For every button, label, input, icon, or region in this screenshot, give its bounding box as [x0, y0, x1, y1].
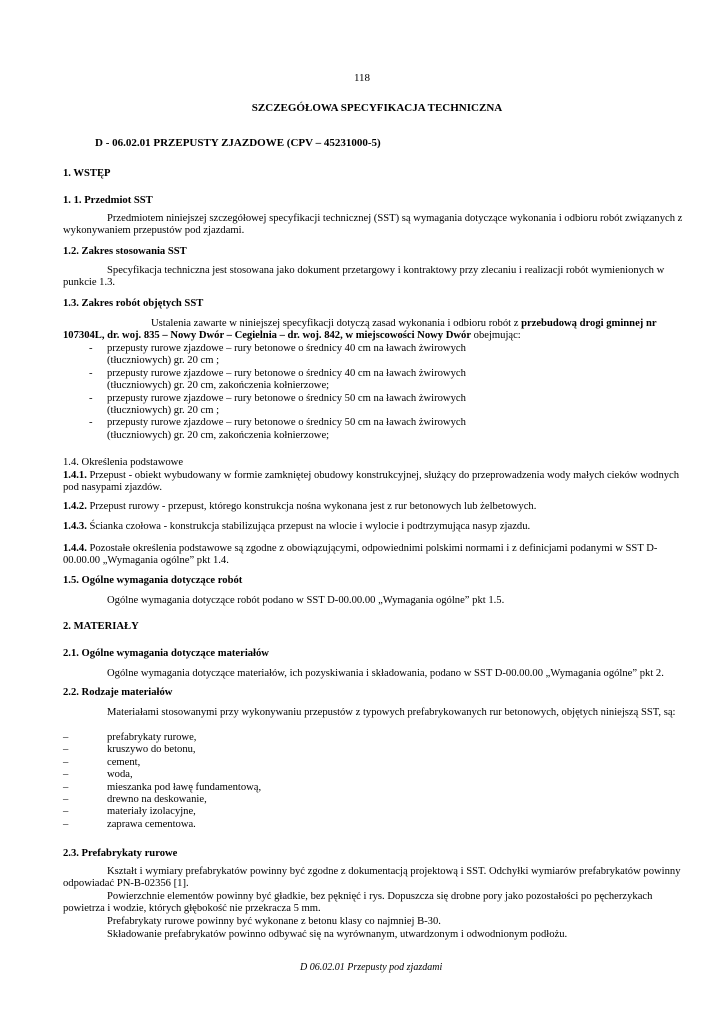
list-item: – drewno na deskowanie, [63, 794, 207, 806]
paragraph-2-1: Ogólne wymagania dotyczące materiałów, ich pozyskiwania i składowania, podano w SST D-00.00.00 „Wymagania ogólne” pkt 2. [107, 668, 664, 679]
materials-list [63, 732, 463, 831]
heading-2-2: 2.2. Rodzaje materiałów [63, 687, 173, 698]
paragraph-2-3-4: Składowanie prefabrykatów powinno odbywać się na wyrównanym, utwardzonym i odwodnionym podłożu. [107, 929, 568, 940]
page-footer: D 06.02.01 Przepusty pod zjazdami [300, 962, 443, 973]
list-item: – cement, [63, 756, 141, 768]
paragraph-1-1: Przedmiotem niniejszej szczegółowej specyfikacji technicznej (SST) są wymagania dotyczące wykonania i odbioru robót związanych z wykonywaniem przepustów pod zjazdami. [63, 213, 683, 237]
paragraph-2-3-1: Kształt i wymiary prefabrykatów powinny być zgodne z dokumentacją projektową i SST. Odchyłki wymiarów prefabrykatów powinny odpowiadać PN-B-02356 [1]. [63, 866, 681, 890]
project-name: przebudową drogi gminnej nr 107304L, dr. woj. 835 – Nowy Dwór – Cegielnia – dr. woj. 842, w miejscowości Nowy Dwór [63, 318, 657, 342]
heading-1-3: 1.3. Zakres robót objętych SST [63, 298, 204, 309]
definition-1-4-1: 1.4.1. Przepust - obiekt wybudowany w formie zamkniętej obudowy konstrukcyjnej, służący do przeprowadzenia wody małych cieków wodnych pod nasypami zjazdów. [63, 470, 680, 494]
paragraph-2-2: Materiałami stosowanymi przy wykonywaniu przepustów z typowych prefabrykowanych rur betonowych, objętych niniejszą SST, są: [107, 707, 676, 718]
document-subtitle: D - 06.02.01 PRZEPUSTY ZJAZDOWE (CPV – 45231000-5) [95, 137, 381, 149]
list-item: – woda, [63, 769, 133, 781]
heading-1-2: 1.2. Zakres stosowania SST [63, 246, 187, 257]
heading-2-materialy: 2. MATERIAŁY [63, 621, 139, 632]
document-title: SZCZEGÓŁOWA SPECYFIKACJA TECHNICZNA [251, 102, 503, 114]
list-item: - przepusty rurowe zjazdowe – rury betonowe o średnicy 40 cm na ławach żwirowych (tłuczniowych) gr. 20 cm, zakończenia kołnierzowe; [89, 367, 466, 392]
list-item: – zaprawa cementowa. [63, 818, 196, 830]
heading-1-5: 1.5. Ogólne wymagania dotyczące robót [63, 575, 243, 586]
scope-list [63, 343, 493, 442]
heading-1-wstep: 1. WSTĘP [63, 168, 111, 179]
paragraph-1-3-intro: Ustalenia zawarte w niniejszej specyfikacji dotyczą zasad wykonania i odbioru robót z przebudową drogi gminnej nr 107304L, dr. woj. 835 – Nowy Dwór – Cegielnia – dr. woj. 842, w miejscowości Nowy Dwór obejmując: [63, 318, 657, 342]
list-item: - przepusty rurowe zjazdowe – rury betonowe o średnicy 50 cm na ławach żwirowych (tłuczniowych) gr. 20 cm ; [89, 392, 466, 417]
paragraph-1-2: Specyfikacja techniczna jest stosowana jako dokument przetargowy i kontraktowy przy zlecaniu i realizacji robót wymienionych w punkcie 1.3. [63, 265, 665, 289]
list-item: – materiały izolacyjne, [63, 806, 196, 818]
paragraph-1-5: Ogólne wymagania dotyczące robót podano w SST D-00.00.00 „Wymagania ogólne” pkt 1.5. [107, 595, 505, 606]
page-number: 118 [353, 72, 371, 84]
list-item: - przepusty rurowe zjazdowe – rury betonowe o średnicy 50 cm na ławach żwirowych (tłuczniowych) gr. 20 cm, zakończenia kołnierzowe; [89, 417, 466, 441]
paragraph-2-3-2: Powierzchnie elementów powinny być gładkie, bez pęknięć i rys. Dopuszcza się drobne pory jako pozostałości po pęcherzykach powietrza i wodzie, których głębokość nie przekracza 5 mm. [63, 891, 653, 915]
list-item: - przepusty rurowe zjazdowe – rury betonowe o średnicy 40 cm na ławach żwirowych (tłuczniowych) gr. 20 cm ; [89, 343, 466, 367]
heading-2-3: 2.3. Prefabrykaty rurowe [63, 848, 178, 859]
definition-1-4-4: 1.4.4. Pozostałe określenia podstawowe są zgodne z obowiązującymi, odpowiednimi polskimi normami i z definicjami podanymi w SST D-00.00.00 „Wymagania ogólne” pkt 1.4. [63, 543, 658, 567]
list-item: – mieszanka pod ławę fundamentową, [63, 781, 262, 793]
heading-1-4: 1.4. Określenia podstawowe [63, 457, 184, 468]
list-item: – kruszywo do betonu, [63, 744, 196, 756]
heading-2-1: 2.1. Ogólne wymagania dotyczące materiałów [63, 648, 269, 659]
definition-1-4-2: 1.4.2. Przepust rurowy - przepust, którego konstrukcja nośna wykonana jest z rur betonowych lub żelbetowych. [63, 501, 537, 512]
paragraph-2-3-3: Prefabrykaty rurowe powinny być wykonane z betonu klasy co najmniej B-30. [107, 916, 441, 927]
heading-1-1: 1. 1. Przedmiot SST [63, 195, 153, 206]
list-item: – prefabrykaty rurowe, [63, 732, 197, 743]
definition-1-4-3: 1.4.3. Ścianka czołowa - konstrukcja stabilizująca przepust na wlocie i wylocie i podtrzymująca nasyp zjazdu. [63, 521, 531, 532]
